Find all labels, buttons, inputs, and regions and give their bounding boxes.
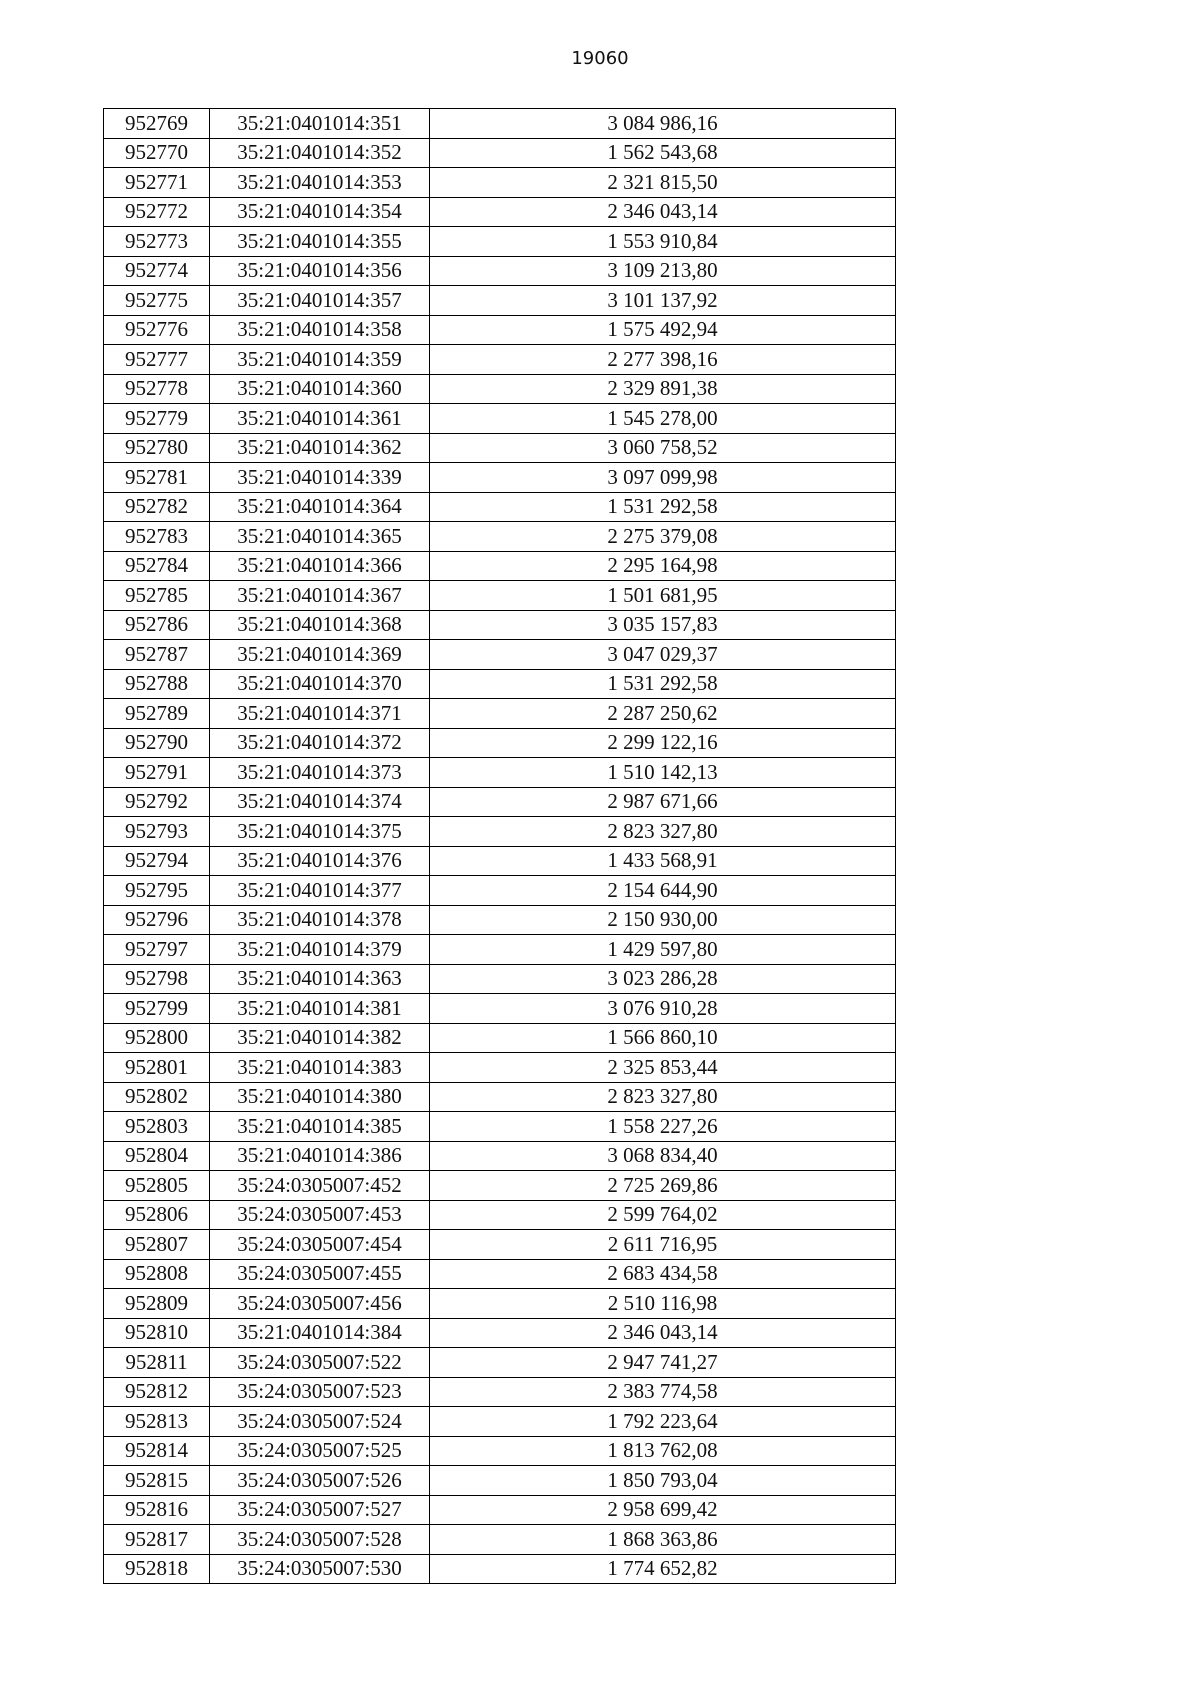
cadastral-number-cell: 35:21:0401014:358 [210,315,430,345]
row-number-cell: 952800 [104,1023,210,1053]
cadastral-value-cell: 3 047 029,37 [430,640,896,670]
cadastral-value-cell: 1 575 492,94 [430,315,896,345]
cadastral-number-cell: 35:21:0401014:367 [210,581,430,611]
cadastral-value-cell: 2 947 741,27 [430,1348,896,1378]
cadastral-value-cell: 2 346 043,14 [430,197,896,227]
cadastral-number-cell: 35:21:0401014:360 [210,374,430,404]
row-number-cell: 952779 [104,404,210,434]
table-row [104,1318,896,1348]
table-row [104,1141,896,1171]
cadastral-number-cell: 35:24:0305007:453 [210,1200,430,1230]
table-body [104,109,896,1584]
cadastral-value-cell: 3 068 834,40 [430,1141,896,1171]
row-number-cell: 952812 [104,1377,210,1407]
table-row [104,846,896,876]
cadastral-number-cell: 35:21:0401014:353 [210,168,430,198]
row-number-cell: 952816 [104,1495,210,1525]
table-row [104,876,896,906]
table-row [104,1495,896,1525]
cadastral-value-cell: 1 868 363,86 [430,1525,896,1555]
row-number-cell: 952801 [104,1053,210,1083]
row-number-cell: 952817 [104,1525,210,1555]
cadastral-value-cell: 2 823 327,80 [430,817,896,847]
table-row [104,1023,896,1053]
cadastral-value-cell: 2 299 122,16 [430,728,896,758]
table-row [104,1436,896,1466]
row-number-cell: 952775 [104,286,210,316]
cadastral-number-cell: 35:21:0401014:386 [210,1141,430,1171]
table-row [104,1171,896,1201]
cadastral-value-cell: 2 383 774,58 [430,1377,896,1407]
table-row [104,197,896,227]
table-row [104,551,896,581]
row-number-cell: 952787 [104,640,210,670]
row-number-cell: 952808 [104,1259,210,1289]
cadastral-value-cell: 2 277 398,16 [430,345,896,375]
cadastral-value-cell: 1 531 292,58 [430,669,896,699]
cadastral-value-cell: 2 275 379,08 [430,522,896,552]
table-row [104,404,896,434]
table-row [104,168,896,198]
cadastral-number-cell: 35:21:0401014:366 [210,551,430,581]
table-row [104,1053,896,1083]
row-number-cell: 952815 [104,1466,210,1496]
cadastral-number-cell: 35:21:0401014:368 [210,610,430,640]
cadastral-value-cell: 3 035 157,83 [430,610,896,640]
cadastral-number-cell: 35:21:0401014:365 [210,522,430,552]
table-row [104,817,896,847]
cadastral-number-cell: 35:21:0401014:354 [210,197,430,227]
cadastral-number-cell: 35:21:0401014:364 [210,492,430,522]
row-number-cell: 952802 [104,1082,210,1112]
cadastral-number-cell: 35:21:0401014:380 [210,1082,430,1112]
row-number-cell: 952778 [104,374,210,404]
table-row [104,964,896,994]
cadastral-value-cell: 1 774 652,82 [430,1554,896,1584]
row-number-cell: 952803 [104,1112,210,1142]
cadastral-number-cell: 35:24:0305007:456 [210,1289,430,1319]
cadastral-value-cell: 1 553 910,84 [430,227,896,257]
table-row [104,374,896,404]
cadastral-number-cell: 35:24:0305007:523 [210,1377,430,1407]
row-number-cell: 952786 [104,610,210,640]
cadastral-number-cell: 35:24:0305007:528 [210,1525,430,1555]
cadastral-value-cell: 1 429 597,80 [430,935,896,965]
cadastral-number-cell: 35:21:0401014:377 [210,876,430,906]
cadastral-number-cell: 35:24:0305007:455 [210,1259,430,1289]
cadastral-value-cell: 1 558 227,26 [430,1112,896,1142]
cadastral-value-cell: 2 987 671,66 [430,787,896,817]
table-row [104,1082,896,1112]
table-row [104,1289,896,1319]
row-number-cell: 952783 [104,522,210,552]
cadastral-value-cell: 2 325 853,44 [430,1053,896,1083]
table-row [104,1112,896,1142]
cadastral-value-cell: 2 287 250,62 [430,699,896,729]
row-number-cell: 952794 [104,846,210,876]
row-number-cell: 952798 [104,964,210,994]
cadastral-value-cell: 2 346 043,14 [430,1318,896,1348]
cadastral-number-cell: 35:24:0305007:526 [210,1466,430,1496]
cadastral-value-cell: 1 566 860,10 [430,1023,896,1053]
row-number-cell: 952791 [104,758,210,788]
cadastral-number-cell: 35:21:0401014:376 [210,846,430,876]
table-row [104,286,896,316]
cadastral-value-cell: 2 599 764,02 [430,1200,896,1230]
row-number-cell: 952795 [104,876,210,906]
table-row [104,1200,896,1230]
row-number-cell: 952777 [104,345,210,375]
cadastral-value-cell: 2 150 930,00 [430,905,896,935]
cadastral-number-cell: 35:21:0401014:372 [210,728,430,758]
table-row [104,905,896,935]
cadastral-value-cell: 1 545 278,00 [430,404,896,434]
cadastral-number-cell: 35:21:0401014:351 [210,109,430,139]
row-number-cell: 952772 [104,197,210,227]
row-number-cell: 952796 [104,905,210,935]
cadastral-number-cell: 35:21:0401014:382 [210,1023,430,1053]
row-number-cell: 952793 [104,817,210,847]
cadastral-number-cell: 35:21:0401014:361 [210,404,430,434]
row-number-cell: 952818 [104,1554,210,1584]
table-row [104,758,896,788]
cadastral-value-cell: 2 611 716,95 [430,1230,896,1260]
row-number-cell: 952782 [104,492,210,522]
row-number-cell: 952814 [104,1436,210,1466]
cadastral-value-cell: 3 023 286,28 [430,964,896,994]
table-row [104,492,896,522]
cadastral-value-cell: 2 823 327,80 [430,1082,896,1112]
cadastral-number-cell: 35:24:0305007:525 [210,1436,430,1466]
cadastral-number-cell: 35:24:0305007:527 [210,1495,430,1525]
cadastral-value-cell: 2 321 815,50 [430,168,896,198]
page-number: 19060 [571,48,629,69]
table-row [104,1407,896,1437]
row-number-cell: 952788 [104,669,210,699]
row-number-cell: 952780 [104,433,210,463]
row-number-cell: 952773 [104,227,210,257]
cadastral-value-cell: 1 562 543,68 [430,138,896,168]
table-row [104,256,896,286]
cadastral-value-cell: 3 076 910,28 [430,994,896,1024]
cadastral-number-cell: 35:21:0401014:357 [210,286,430,316]
table-row [104,1525,896,1555]
row-number-cell: 952785 [104,581,210,611]
row-number-cell: 952769 [104,109,210,139]
table-row [104,463,896,493]
cadastral-number-cell: 35:21:0401014:369 [210,640,430,670]
cadastral-value-cell: 1 433 568,91 [430,846,896,876]
cadastral-value-cell: 1 792 223,64 [430,1407,896,1437]
cadastral-number-cell: 35:21:0401014:362 [210,433,430,463]
row-number-cell: 952810 [104,1318,210,1348]
table-row [104,699,896,729]
row-number-cell: 952804 [104,1141,210,1171]
row-number-cell: 952781 [104,463,210,493]
cadastral-number-cell: 35:21:0401014:356 [210,256,430,286]
cadastral-number-cell: 35:21:0401014:370 [210,669,430,699]
cadastral-number-cell: 35:21:0401014:384 [210,1318,430,1348]
cadastral-number-cell: 35:21:0401014:352 [210,138,430,168]
row-number-cell: 952809 [104,1289,210,1319]
cadastral-value-cell: 1 813 762,08 [430,1436,896,1466]
cadastral-value-cell: 1 510 142,13 [430,758,896,788]
row-number-cell: 952813 [104,1407,210,1437]
row-number-cell: 952784 [104,551,210,581]
cadastral-number-cell: 35:21:0401014:385 [210,1112,430,1142]
cadastral-value-cell: 2 295 164,98 [430,551,896,581]
cadastral-value-cell: 2 329 891,38 [430,374,896,404]
table-row [104,640,896,670]
row-number-cell: 952790 [104,728,210,758]
table-row [104,994,896,1024]
cadastral-value-cell: 3 060 758,52 [430,433,896,463]
cadastral-value-cell: 2 725 269,86 [430,1171,896,1201]
table-row [104,138,896,168]
cadastral-number-cell: 35:21:0401014:339 [210,463,430,493]
cadastral-value-table [103,108,896,1584]
row-number-cell: 952770 [104,138,210,168]
cadastral-value-cell: 3 097 099,98 [430,463,896,493]
cadastral-number-cell: 35:21:0401014:373 [210,758,430,788]
table-row [104,522,896,552]
table-row [104,1466,896,1496]
cadastral-value-cell: 1 531 292,58 [430,492,896,522]
row-number-cell: 952792 [104,787,210,817]
cadastral-number-cell: 35:21:0401014:375 [210,817,430,847]
cadastral-value-cell: 2 154 644,90 [430,876,896,906]
cadastral-number-cell: 35:21:0401014:359 [210,345,430,375]
table-row [104,1259,896,1289]
table-row [104,1554,896,1584]
row-number-cell: 952797 [104,935,210,965]
cadastral-value-cell: 1 501 681,95 [430,581,896,611]
cadastral-value-cell: 1 850 793,04 [430,1466,896,1496]
table-row [104,669,896,699]
row-number-cell: 952789 [104,699,210,729]
cadastral-value-cell: 3 109 213,80 [430,256,896,286]
table-row [104,433,896,463]
cadastral-value-cell: 2 510 116,98 [430,1289,896,1319]
cadastral-number-cell: 35:21:0401014:355 [210,227,430,257]
table-row [104,315,896,345]
table-row [104,1348,896,1378]
cadastral-number-cell: 35:21:0401014:363 [210,964,430,994]
cadastral-value-cell: 2 683 434,58 [430,1259,896,1289]
table-row [104,787,896,817]
row-number-cell: 952811 [104,1348,210,1378]
cadastral-number-cell: 35:24:0305007:452 [210,1171,430,1201]
cadastral-number-cell: 35:21:0401014:379 [210,935,430,965]
cadastral-number-cell: 35:21:0401014:371 [210,699,430,729]
cadastral-number-cell: 35:24:0305007:524 [210,1407,430,1437]
cadastral-number-cell: 35:21:0401014:381 [210,994,430,1024]
table-row [104,1230,896,1260]
row-number-cell: 952807 [104,1230,210,1260]
row-number-cell: 952774 [104,256,210,286]
row-number-cell: 952799 [104,994,210,1024]
row-number-cell: 952776 [104,315,210,345]
table-row [104,728,896,758]
row-number-cell: 952805 [104,1171,210,1201]
cadastral-number-cell: 35:24:0305007:530 [210,1554,430,1584]
row-number-cell: 952806 [104,1200,210,1230]
cadastral-number-cell: 35:21:0401014:378 [210,905,430,935]
cadastral-number-cell: 35:24:0305007:522 [210,1348,430,1378]
cadastral-value-cell: 3 101 137,92 [430,286,896,316]
table-row [104,935,896,965]
table-row [104,345,896,375]
cadastral-value-cell: 3 084 986,16 [430,109,896,139]
cadastral-value-cell: 2 958 699,42 [430,1495,896,1525]
cadastral-number-cell: 35:24:0305007:454 [210,1230,430,1260]
table-row [104,581,896,611]
cadastral-number-cell: 35:21:0401014:383 [210,1053,430,1083]
table-row [104,227,896,257]
table-row [104,1377,896,1407]
table-row [104,109,896,139]
table-row [104,610,896,640]
row-number-cell: 952771 [104,168,210,198]
cadastral-number-cell: 35:21:0401014:374 [210,787,430,817]
